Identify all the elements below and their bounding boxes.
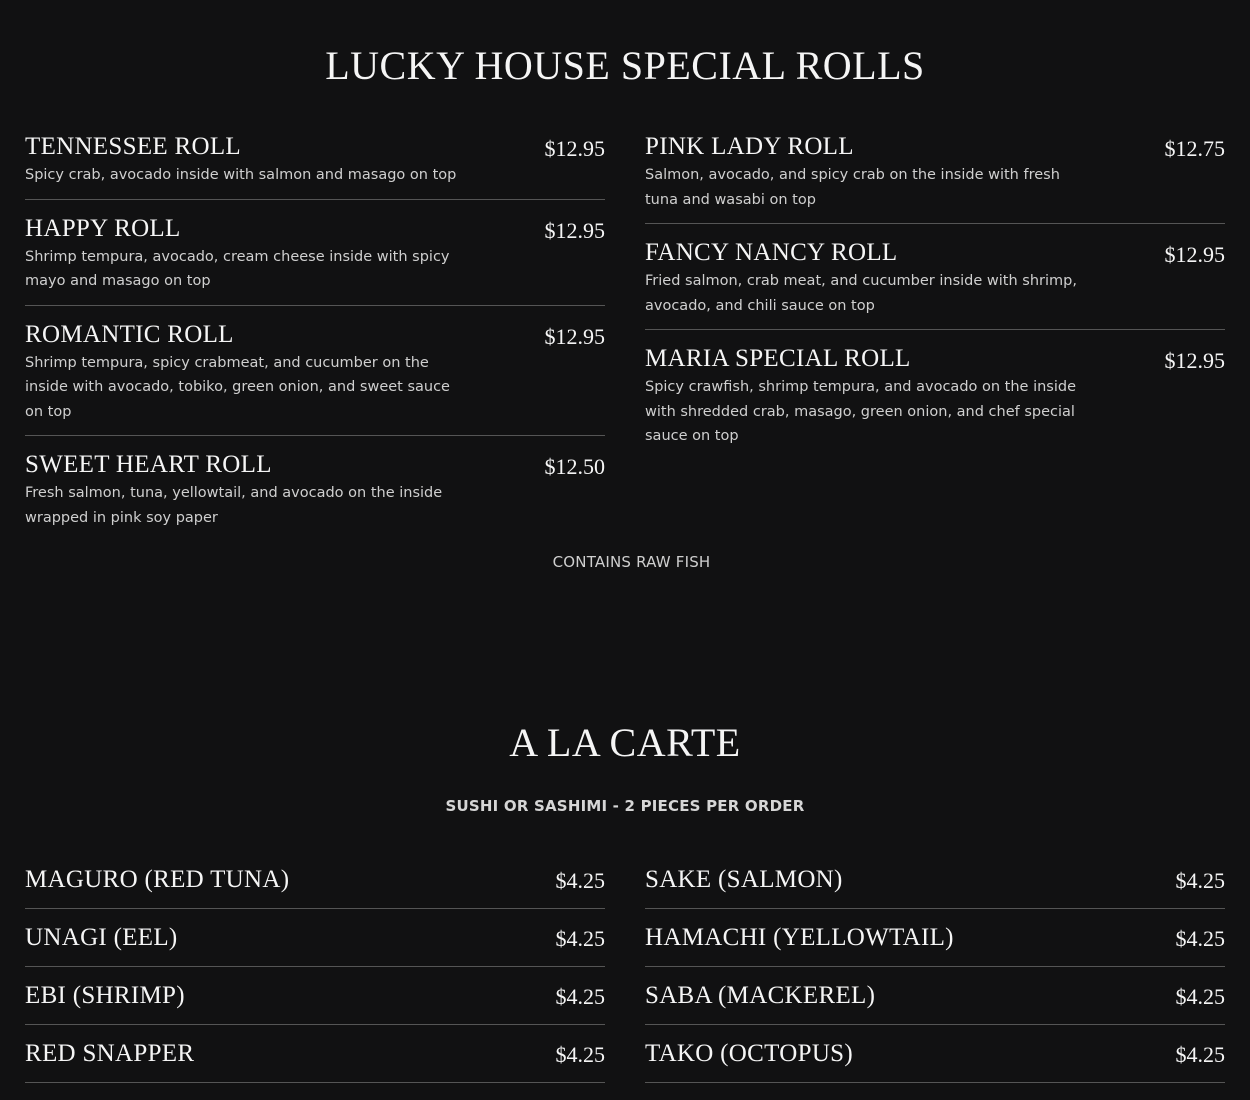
menu-item-price: $12.50 <box>544 454 605 479</box>
menu-item-tennessee-roll <box>25 131 605 200</box>
raw-fish-notice: CONTAINS RAW FISH <box>552 553 711 571</box>
menu-item-name: HAMACHI (YELLOWTAIL) <box>645 924 954 951</box>
menu-item-price: $12.95 <box>544 217 605 243</box>
menu-item-price: $4.25 <box>1175 1042 1225 1067</box>
menu-item-name: MAGURO (RED TUNA) <box>25 866 290 893</box>
menu-item-description: Shrimp tempura, avocado, cream cheese inside with spicy mayo and masago on top <box>25 248 450 289</box>
menu-item-price: $12.95 <box>544 323 605 349</box>
menu-item-name: EBI (SHRIMP) <box>25 982 185 1009</box>
menu-item-price: $4.25 <box>1175 926 1225 951</box>
menu-item-name: FANCY NANCY ROLL <box>645 239 898 266</box>
special-rolls-left-column <box>25 131 605 554</box>
menu-item-name: UNAGI (EEL) <box>25 924 178 951</box>
menu-item-pink-lady-roll <box>645 131 1225 224</box>
section-subtitle: SUSHI OR SASHIMI - 2 PIECES PER ORDER <box>445 797 805 815</box>
menu-item-name: RED SNAPPER <box>25 1040 195 1067</box>
menu-item-name: ROMANTIC ROLL <box>25 320 234 348</box>
special-rolls-right-column <box>645 131 1225 473</box>
menu-item-description: Spicy crab, avocado inside with salmon and masago on top <box>25 167 457 183</box>
menu-item-name: SWEET HEART ROLL <box>25 451 272 478</box>
menu-item-red-snapper <box>25 1036 605 1083</box>
menu-item-name: TAKO (OCTOPUS) <box>645 1040 853 1067</box>
menu-item-name: PINK LADY ROLL <box>645 133 854 160</box>
menu-item-ebi <box>25 978 605 1025</box>
menu-item-name: TENNESSEE ROLL <box>25 133 241 160</box>
menu-item-unagi <box>25 920 605 967</box>
menu-item-fancy-nancy-roll <box>645 237 1225 330</box>
menu-item-price: $12.95 <box>544 136 605 161</box>
menu-item-description: Fresh salmon, tuna, yellowtail, and avocado on the inside wrapped in pink soy paper <box>25 485 443 526</box>
menu-item-price: $4.25 <box>555 868 605 893</box>
menu-item-description: Spicy crawfish, shrimp tempura, and avocado on the inside with shredded crab, masago, green onion, and chef special sauce on top <box>645 379 1077 444</box>
menu-item-name: HAPPY ROLL <box>25 214 181 242</box>
menu-item-description: Shrimp tempura, spicy crabmeat, and cucumber on the inside with avocado, tobiko, green onion, and sweet sauce on top <box>25 354 450 420</box>
a-la-carte-left-column <box>25 862 605 1094</box>
menu-item-description: Salmon, avocado, and spicy crab on the inside with fresh tuna and wasabi on top <box>645 167 1060 208</box>
menu-item-price: $12.95 <box>1164 242 1225 267</box>
menu-item-name: MARIA SPECIAL ROLL <box>645 345 911 372</box>
menu-item-price: $4.25 <box>555 926 605 951</box>
menu-item-romantic-roll <box>25 319 605 437</box>
section-title-special-rolls: LUCKY HOUSE SPECIAL ROLLS <box>325 43 925 88</box>
menu-item-saba <box>645 978 1225 1025</box>
menu-item-sake <box>645 862 1225 909</box>
menu-item-hamachi <box>645 920 1225 967</box>
menu-item-name: SABA (MACKEREL) <box>645 982 876 1009</box>
menu-item-price: $4.25 <box>555 984 605 1009</box>
menu-item-sweet-heart-roll <box>25 449 605 541</box>
menu-item-price: $12.75 <box>1164 136 1225 161</box>
menu-item-price: $4.25 <box>555 1042 605 1067</box>
menu-item-description: Fried salmon, crab meat, and cucumber inside with shrimp, avocado, and chili sauce on top <box>645 273 1077 314</box>
menu-item-happy-roll <box>25 213 605 306</box>
menu-item-price: $4.25 <box>1175 984 1225 1009</box>
menu-item-price: $12.95 <box>1164 348 1225 373</box>
menu-item-tako <box>645 1036 1225 1083</box>
section-title-a-la-carte: A LA CARTE <box>509 720 741 765</box>
a-la-carte-right-column <box>645 862 1225 1094</box>
menu-item-name: SAKE (SALMON) <box>645 866 843 893</box>
menu-item-maguro <box>25 862 605 909</box>
menu-item-price: $4.25 <box>1175 868 1225 893</box>
menu-item-maria-special-roll <box>645 343 1225 460</box>
